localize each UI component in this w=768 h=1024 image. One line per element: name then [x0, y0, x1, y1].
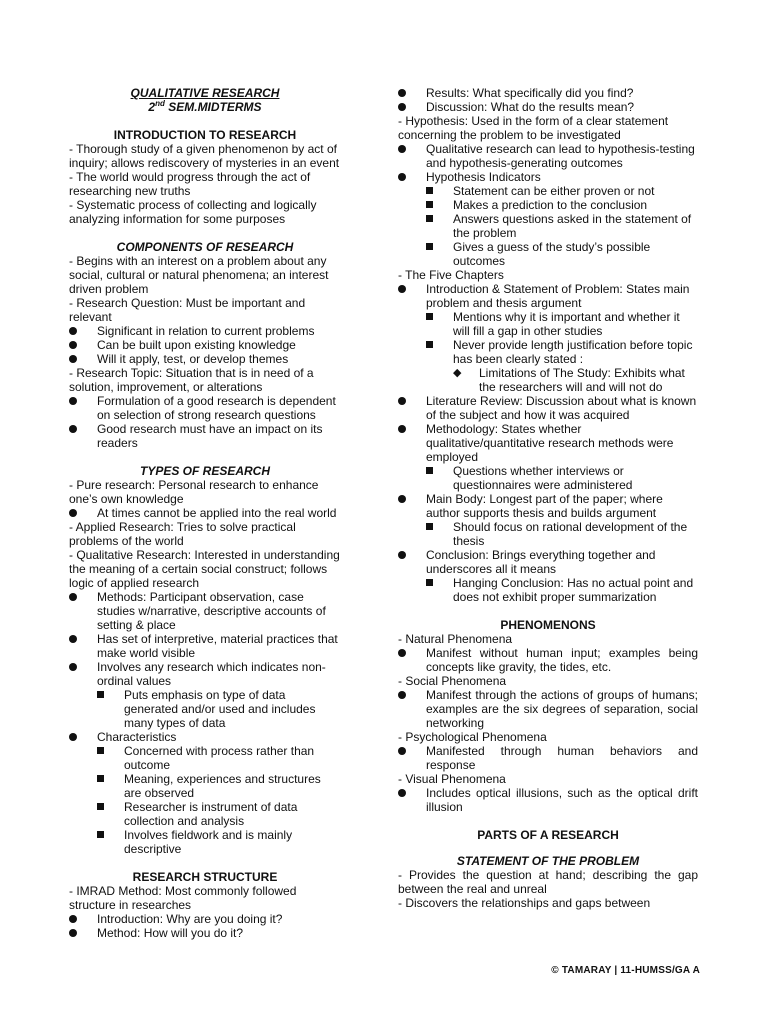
bullet-icon [398, 786, 406, 801]
paragraph: - Provides the question at hand; describing the gap between the real and unreal [398, 868, 698, 896]
list-item-text: Good research must have an impact on its readers [97, 422, 323, 450]
bullet-icon [69, 632, 77, 647]
list-item-text: Gives a guess of the study’s possible outcomes [453, 240, 651, 268]
section-heading-parts: PARTS OF A RESEARCH [477, 828, 619, 842]
intro-line: - The world would progress through the act of researching new truths [69, 170, 311, 198]
bullet-icon [398, 548, 406, 563]
list-item [398, 142, 698, 170]
list-item-text: Involves fieldwork and is mainly descriptive [124, 828, 293, 856]
list-item-text: Answers questions asked in the statement of the problem [453, 212, 692, 240]
bullet-icon [398, 394, 406, 409]
square-bullet-icon [426, 464, 433, 478]
sub-list-item [398, 464, 698, 492]
square-bullet-icon [426, 198, 433, 212]
square-bullet-icon [97, 828, 104, 842]
list-item [69, 394, 341, 422]
list-item [69, 660, 341, 688]
list-item-text: Manifest through the actions of groups of humans; examples are the six degrees of separation, social networking [426, 688, 698, 730]
list-item-text: Literature Review: Discussion about what is known of the subject and how it was acquired [426, 394, 697, 422]
list-item-text: Qualitative research can lead to hypothesis-testing and hypothesis-generating outcomes [426, 142, 695, 170]
sub-list-item [398, 212, 698, 240]
list-item-text: Has set of interpretive, material practices that make world visible [97, 632, 338, 660]
sub-list-item [398, 184, 698, 198]
square-bullet-icon [426, 240, 433, 254]
square-bullet-icon [426, 184, 433, 198]
sub-list-item [69, 688, 341, 730]
list-item [398, 282, 698, 310]
sub-list-item [398, 576, 698, 604]
bullet-icon [69, 352, 77, 367]
list-item [398, 170, 698, 184]
bullet-icon [69, 422, 77, 437]
square-bullet-icon [426, 576, 433, 590]
list-item [69, 422, 341, 450]
list-item-text: Puts emphasis on type of data generated and/or used and includes many types of data [124, 688, 316, 730]
paragraph: - The Five Chapters [398, 268, 504, 282]
list-item [398, 786, 698, 814]
list-item [69, 338, 341, 352]
bullet-icon [398, 422, 406, 437]
list-item-text: Main Body: Longest part of the paper; where author supports thesis and builds argument [426, 492, 663, 520]
square-bullet-icon [426, 310, 433, 324]
list-item [69, 590, 341, 632]
document-subtitle [69, 100, 341, 114]
paragraph: - Visual Phenomena [398, 772, 506, 786]
list-item-text: Includes optical illusions, such as the optical drift illusion [426, 786, 698, 814]
left-column [69, 86, 341, 940]
paragraph: - Pure research: Personal research to enhance one’s own knowledge [69, 478, 319, 506]
paragraph: - Psychological Phenomena [398, 730, 547, 744]
intro-line: - Thorough study of a given phenomenon by act of inquiry; allows rediscovery of mysteries in an event [69, 142, 340, 170]
paragraph: - Discovers the relationships and gaps between [398, 896, 651, 910]
intro-line: - Systematic process of collecting and logically analyzing information for some purposes [69, 198, 317, 226]
list-item-text: Makes a prediction to the conclusion [453, 198, 648, 212]
sub-sub-list-item [398, 366, 698, 394]
bullet-icon [398, 86, 406, 101]
list-item-text: Can be built upon existing knowledge [97, 338, 296, 352]
list-item-text: Will it apply, test, or develop themes [97, 352, 289, 366]
bullet-icon [398, 744, 406, 759]
list-item-text: Conclusion: Brings everything together and underscores all it means [426, 548, 656, 576]
footer-credit: © TAMARAY | 11-HUMSS/GA A [551, 965, 700, 976]
list-item-text: Methods: Participant observation, case studies w/narrative, descriptive accounts of setting & place [97, 590, 326, 632]
list-item-text: Researcher is instrument of data collection and analysis [124, 800, 298, 828]
paragraph: - Research Question: Must be important and relevant [69, 296, 306, 324]
square-bullet-icon [426, 520, 433, 534]
sub-list-item [398, 338, 698, 366]
bullet-icon [398, 688, 406, 703]
sub-list-item [398, 198, 698, 212]
list-item-text: Characteristics [97, 730, 177, 744]
list-item-text: Statement can be either proven or not [453, 184, 655, 198]
section-heading-phenomenons: PHENOMENONS [500, 618, 596, 632]
list-item [398, 394, 698, 422]
section-heading-components: COMPONENTS OF RESEARCH [116, 240, 294, 254]
list-item-text: Mentions why it is important and whether it will fill a gap in other studies [453, 310, 680, 338]
list-item [398, 86, 698, 100]
list-item [398, 688, 698, 730]
bullet-icon [398, 142, 406, 157]
list-item-text: Manifest without human input; examples being concepts like gravity, the tides, etc. [426, 646, 698, 674]
bullet-icon [398, 100, 406, 115]
list-item [398, 548, 698, 576]
diamond-bullet-icon: ◆ [453, 367, 462, 379]
sub-list-item [69, 772, 341, 800]
bullet-icon [69, 730, 77, 745]
bullet-icon [69, 506, 77, 521]
paragraph: - Hypothesis: Used in the form of a clear statement concerning the problem to be investigated [398, 114, 669, 142]
paragraph: - Research Topic: Situation that is in need of a solution, improvement, or alterations [69, 366, 314, 394]
square-bullet-icon [426, 338, 433, 352]
list-item-text: Discussion: What do the results mean? [426, 100, 635, 114]
list-item-text: Hypothesis Indicators [426, 170, 541, 184]
list-item [69, 632, 341, 660]
list-item [69, 730, 341, 744]
list-item-text: Meaning, experiences and structures are observed [124, 772, 321, 800]
sub-list-item [69, 828, 341, 856]
list-item [398, 646, 698, 674]
sub-list-item [69, 744, 341, 772]
list-item-text: Hanging Conclusion: Has no actual point and does not exhibit proper summarization [453, 576, 694, 604]
list-item-text: Introduction: Why are you doing it? [97, 912, 283, 926]
list-item [398, 422, 698, 464]
right-column [398, 86, 698, 910]
list-item-text: Methodology: States whether qualitative/quantitative research methods were employed [426, 422, 674, 464]
list-item [398, 100, 698, 114]
list-item-text: Significant in relation to current problems [97, 324, 315, 338]
bullet-icon [69, 394, 77, 409]
section-heading-introduction: INTRODUCTION TO RESEARCH [113, 128, 297, 142]
paragraph: - Begins with an interest on a problem about any social, cultural or natural phenomena; an interest driven problem [69, 254, 329, 296]
list-item-text: Questions whether interviews or questionnaires were administered [453, 464, 633, 492]
bullet-icon [398, 170, 406, 185]
square-bullet-icon [97, 772, 104, 786]
paragraph: - IMRAD Method: Most commonly followed structure in researches [69, 884, 297, 912]
list-item [69, 506, 341, 520]
list-item-text: Results: What specifically did you find? [426, 86, 634, 100]
subsection-heading-statement: STATEMENT OF THE PROBLEM [456, 854, 640, 868]
square-bullet-icon [97, 744, 104, 758]
list-item [69, 324, 341, 338]
list-item-text: At times cannot be applied into the real world [97, 506, 337, 520]
list-item-text: Formulation of a good research is dependent on selection of strong research questions [97, 394, 336, 422]
sub-list-item [398, 310, 698, 338]
document-title: QUALITATIVE RESEARCH [130, 86, 280, 100]
bullet-icon [69, 912, 77, 927]
paragraph: - Social Phenomena [398, 674, 507, 688]
sub-list-item [69, 800, 341, 828]
bullet-icon [69, 926, 77, 941]
bullet-icon [398, 282, 406, 297]
list-item-text: Method: How will you do it? [97, 926, 244, 940]
list-item-text: Never provide length justification before topic has been clearly stated : [453, 338, 693, 366]
list-item-text: Should focus on rational development of the thesis [453, 520, 688, 548]
square-bullet-icon [97, 800, 104, 814]
subtitle-ordinal: nd [155, 99, 165, 108]
list-item-text: Introduction & Statement of Problem: States main problem and thesis argument [426, 282, 690, 310]
list-item-text: Limitations of The Study: Exhibits what the researchers will and will not do [479, 366, 685, 394]
subtitle-number: 2 [148, 100, 156, 114]
list-item-text: Concerned with process rather than outcome [124, 744, 315, 772]
list-item [69, 926, 341, 940]
paragraph: - Qualitative Research: Interested in understanding the meaning of a certain social construct; follows logic of applied research [69, 548, 340, 590]
list-item [69, 912, 341, 926]
list-item [69, 352, 341, 366]
bullet-icon [398, 492, 406, 507]
bullet-icon [398, 646, 406, 661]
bullet-icon [69, 660, 77, 675]
paragraph: - Natural Phenomena [398, 632, 513, 646]
list-item-text: Involves any research which indicates non-ordinal values [97, 660, 326, 688]
bullet-icon [69, 590, 77, 605]
bullet-icon [69, 324, 77, 339]
bullet-icon [69, 338, 77, 353]
list-item [398, 492, 698, 520]
square-bullet-icon [97, 688, 104, 702]
subtitle-text: SEM.MIDTERMS [164, 100, 262, 114]
section-heading-types: TYPES OF RESEARCH [139, 464, 271, 478]
sub-list-item [398, 520, 698, 548]
list-item-text: Manifested through human behaviors and response [426, 744, 698, 772]
section-heading-structure: RESEARCH STRUCTURE [132, 870, 278, 884]
list-item [398, 744, 698, 772]
square-bullet-icon [426, 212, 433, 226]
sub-list-item [398, 240, 698, 268]
paragraph: - Applied Research: Tries to solve practical problems of the world [69, 520, 296, 548]
